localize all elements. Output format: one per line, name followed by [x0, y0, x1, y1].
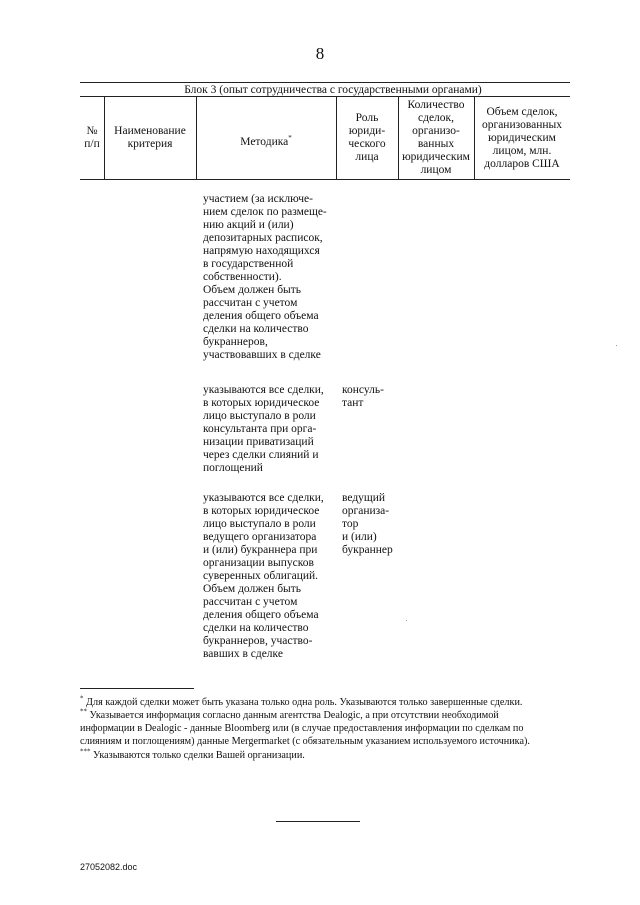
header-criterion-line: критерия	[127, 138, 173, 150]
method-line: в которых юридическое	[203, 505, 320, 517]
header-count	[398, 99, 474, 177]
table-row-3-method	[203, 492, 324, 661]
method-line: Объем должен быть	[203, 583, 302, 595]
role-line: консуль-	[342, 384, 384, 396]
footnote-mark: **	[80, 707, 87, 716]
method-line: поглощений	[203, 462, 263, 474]
header-criterion	[104, 125, 196, 151]
header-method-mark: *	[288, 134, 292, 142]
method-line: через сделки слияний и	[203, 449, 319, 461]
method-line: ведущего организатора	[203, 531, 317, 543]
footnote-mark: *	[80, 694, 84, 703]
role-line: букраннер	[342, 544, 393, 556]
method-line: сделки на количество	[203, 323, 309, 335]
header-volume-line: долларов США	[484, 158, 560, 170]
header-method	[196, 132, 336, 149]
header-count-line: ванных	[417, 138, 455, 150]
scan-speck	[406, 620, 407, 621]
footnote-line: информации в Dealogic - данные Bloomberg или (в случае предоставления информации по сделкам по	[80, 723, 524, 734]
footnote-mark: ***	[80, 747, 91, 756]
file-name: 27052082.doc	[80, 862, 138, 872]
header-criterion-line: Наименование	[114, 125, 186, 137]
header-role-line: лица	[355, 151, 379, 163]
role-line: ведущий	[342, 492, 386, 504]
method-line: рассчитан с учетом	[203, 297, 298, 309]
method-line: букраннеров, участво-	[203, 635, 313, 647]
scan-speck	[616, 345, 617, 346]
method-line: сделки на количество	[203, 622, 309, 634]
table-row-3-role	[342, 492, 393, 557]
header-role	[336, 112, 398, 164]
method-line: консультанта при орга-	[203, 423, 317, 435]
header-num-line: п/п	[84, 138, 100, 150]
footnote-text: Для каждой сделки может быть указана только одна роль. Указываются только завершенные сделки.	[86, 697, 523, 708]
header-num-line: №	[86, 125, 98, 137]
header-volume	[474, 106, 570, 171]
role-line: и (или)	[342, 531, 377, 543]
header-count-line: лицом	[420, 164, 452, 176]
footnote-1	[80, 696, 570, 709]
footnote-line	[80, 709, 570, 722]
method-line: участием (за исключе-	[203, 193, 313, 205]
role-line: организа-	[342, 505, 390, 517]
method-line: в государственной	[203, 258, 294, 270]
header-count-line: Количество	[407, 99, 465, 111]
header-role-line: юриди-	[348, 125, 386, 137]
header-num	[80, 125, 104, 151]
method-line: депозитарных расписок,	[203, 232, 323, 244]
method-line: нием сделок по размеще-	[203, 206, 327, 218]
method-line: и (или) букраннера при	[203, 544, 318, 556]
header-count-line: сделок,	[417, 112, 454, 124]
table-row-2-role	[342, 384, 384, 410]
method-line: нию акций и (или)	[203, 219, 294, 231]
method-line: низации приватизаций	[203, 436, 314, 448]
page-number: 8	[315, 44, 325, 63]
footnote-line: слияниям и поглощениям) данные Mergermarket (с обязательным указанием используемого источника).	[80, 736, 530, 747]
role-line: тант	[342, 397, 364, 409]
footnote-line	[80, 749, 570, 762]
method-line: указываются все сделки,	[203, 492, 324, 504]
header-volume-line: организованных	[481, 119, 563, 131]
header-volume-line: лицом, млн.	[492, 145, 552, 157]
block-title: Блок 3 (опыт сотрудничества с государственными органами)	[184, 84, 482, 96]
footnote-text: Указываются только сделки Вашей организации.	[93, 750, 305, 761]
signature-rule	[276, 821, 360, 822]
table-row-2-method	[203, 384, 324, 475]
table-top-border	[80, 82, 570, 83]
method-line: букраннеров,	[203, 336, 268, 348]
header-top-border	[80, 96, 570, 97]
header-method-text: Методика	[240, 135, 289, 148]
footnote-2	[80, 709, 570, 748]
header-volume-line: юридическим	[488, 132, 556, 144]
header-count-line: организо-	[412, 125, 460, 137]
method-line: вавших в сделке	[203, 648, 283, 660]
method-line: рассчитан с учетом	[203, 596, 298, 608]
method-line: собственности).	[203, 271, 282, 283]
method-line: лицо выступало в роли	[203, 410, 316, 422]
header-count-line: юридическим	[402, 151, 470, 163]
role-line: тор	[342, 518, 359, 530]
footnote-separator	[80, 688, 194, 689]
method-line: деления общего объема	[203, 310, 319, 322]
header-bottom-border	[80, 179, 570, 180]
method-line: указываются все сделки,	[203, 384, 324, 396]
header-role-line: ческого	[348, 138, 386, 150]
footnote-line	[80, 696, 570, 709]
method-line: деления общего объема	[203, 609, 319, 621]
method-line: суверенных облигаций.	[203, 570, 319, 582]
method-line: организации выпусков	[203, 557, 314, 569]
footnote-3	[80, 749, 570, 762]
method-line: участвовавших в сделке	[203, 349, 321, 361]
header-role-line: Роль	[355, 112, 379, 124]
method-line: напрямую находящихся	[203, 245, 320, 257]
method-line: в которых юридическое	[203, 397, 320, 409]
header-volume-line: Объем сделок,	[486, 106, 558, 118]
method-line: лицо выступало в роли	[203, 518, 316, 530]
table-row-1-method	[203, 193, 327, 362]
footnote-text: Указывается информация согласно данным агентства Dealogic, а при отсутствии необходимой	[89, 710, 499, 721]
method-line: Объем должен быть	[203, 284, 302, 296]
